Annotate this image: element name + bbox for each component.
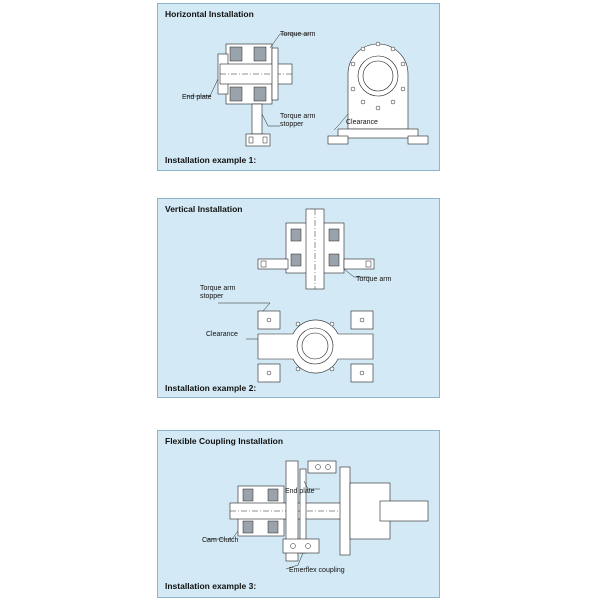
label-torque-arm-stopper-line1: Torque arm xyxy=(280,113,316,120)
vertical-installation-drawing xyxy=(158,199,441,399)
clutch-front-view xyxy=(258,311,373,382)
label-torque-arm-stopper-line1: Torque arm xyxy=(200,285,236,292)
emerflex-coupling xyxy=(283,461,428,561)
label-torque-arm: Torque arm xyxy=(356,276,392,283)
label-clearance: Clearance xyxy=(206,331,238,338)
label-torque-arm-stopper-line2: stopper xyxy=(280,121,304,128)
label-torque-arm: Torque arm xyxy=(280,31,316,38)
panel-example-label: Installation example 3: xyxy=(165,581,257,591)
panel-title: Horizontal Installation xyxy=(165,9,254,19)
panel-vertical-installation xyxy=(157,198,440,398)
label-emerflex-coupling: Emerflex coupling xyxy=(289,567,345,574)
panel-title: Vertical Installation xyxy=(165,204,243,214)
flexible-coupling-drawing xyxy=(158,431,441,599)
clutch-front-view xyxy=(328,42,428,144)
panel-horizontal-installation xyxy=(157,3,440,171)
label-end-plate: End plate xyxy=(285,488,315,495)
panel-example-label: Installation example 2: xyxy=(165,383,257,393)
clutch-side-section xyxy=(218,44,292,146)
panel-flexible-coupling-installation xyxy=(157,430,440,598)
label-clearance: Clearance xyxy=(346,119,378,126)
label-end-plate: End plate xyxy=(182,94,212,101)
panel-title: Flexible Coupling Installation xyxy=(165,436,284,446)
label-torque-arm-stopper-line2: stopper xyxy=(200,293,224,300)
panel-example-label: Installation example 1: xyxy=(165,155,257,165)
horizontal-installation-drawing xyxy=(158,4,441,172)
label-cam-clutch: Cam Clutch xyxy=(202,537,239,544)
